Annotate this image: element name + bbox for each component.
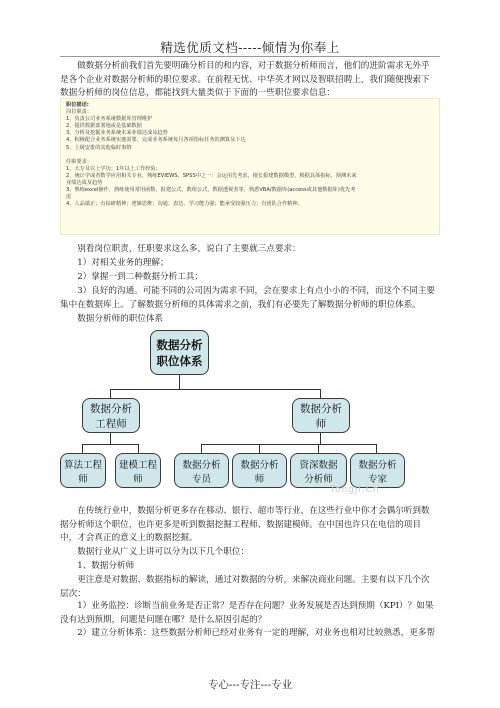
org-node-analyst-specialist: 数据分析 专员 [174,453,229,488]
org-node-root: 数据分析 职位体系 [150,330,209,375]
org-node-algorithm-engineer: 算法工程 师 [60,453,106,488]
job-req-item: 2、统计学或者数学应用相关专业，熟练EVIEWS、SPSS中之一：会运用先考虑，擅长报建数据模型、根据具体指标，预测未来 [66,172,357,179]
header-divider [60,56,440,57]
org-chart [60,330,440,500]
connector-line [318,444,319,453]
point-item: 3）良好的沟通。可能不同的公司因为需求不同，会在要求上有点小小的不同，而这个不同主要集中在数据库上。了解数据分析师的具体需求之前，我们有必要先了解数据分析师的职位体系。 [60,286,436,310]
chart-caption: 数据分析师的职位体系 [77,314,164,324]
connector-line [110,389,320,390]
connector-line [320,389,321,398]
org-node-analyst-mid: 数据分析 师 [232,453,287,488]
connector-line [110,433,111,444]
connector-line [82,444,138,445]
job-duty-item: 2、提供数据部署地或是基础数据 [66,123,142,130]
connector-line [201,444,202,453]
body-paragraph: 数据行业从广义上讲可以分为以下几个职位： [77,547,250,557]
page-footer: 专心---专注---专业 [207,679,293,691]
connector-line [82,444,83,453]
body-paragraph: 1）业务监控：诊断当前业务是否正常？是否存在问题？业务发展是否达到预期（KPI）？如果没有达到预期，问题是问题在哪？是什么原因引起的？ [60,601,434,625]
job-req-item: 业绩达成及趋势 [66,179,103,186]
section-heading: 1、数据分析师 [77,561,135,571]
page-header-title: 精选优质文档-----倾情为你奉上 [160,40,340,55]
org-node-senior-analyst: 资深数据 分析师 [290,453,347,488]
body-paragraph: 2）建立分析体系：这些数据分析师已经对业务有一定的理解，对业务也相对比较熟悉，更多帮 [77,628,436,638]
connector-line [110,389,111,398]
point-item: 1）对相关业务的理解； [77,258,169,268]
connector-line [259,444,260,453]
intro-paragraph: 做数据分析前我们首先要明确分析目的和内容，对于数据分析师而言，他们的进阶需求无外乎是各个企业对数据分析师的职位要求。在前程无忧、中华英才网以及智联招聘上，我们随便搜索下数据分析师的岗位信息，都能找到大量类似于下面的一些职位要求信息： [60,61,430,98]
org-node-analyst: 数据分析 师 [292,398,350,433]
job-req-title: 任职要求： [66,158,92,165]
org-node-modeling-engineer: 建模工程 师 [115,453,161,488]
job-duty-item: 5、上级安排的其他临时事情 [66,144,132,151]
job-duty-item: 1、负责公司业务系统数据库管理维护 [66,116,153,123]
job-duty-item: 4、积极配合业务系统实施需要，完成业务系统每月各项指标任务的测算及下达 [66,137,246,144]
job-req-item: 1、大专及以上学历；1年以上工作经验； [66,165,161,172]
connector-line [179,375,180,389]
point-item: 2）掌握一到二种数据分析工具； [77,272,203,282]
job-req-item: 3、熟练excel操作，熟练使用常用函数，报建公式，数组公式，数据透视表等，熟悉VBA/数据库(access或其他数据库)优先考 [66,187,356,194]
connector-line [138,444,139,453]
org-node-analyst-expert: 数据分析 专家 [350,453,405,488]
connector-line [320,433,321,444]
job-duty-item: 3、分析及挖掘业务系统未来业绩达成及趋势 [66,130,168,137]
org-node-engineer: 数据分析 工程师 [82,398,140,433]
job-desc-title: 职位描述: [66,102,89,108]
summary-paragraph: 别看岗位职责，任职要求这么多，说白了主要就三点要求： [77,244,301,254]
body-paragraph: 在传统行业中，数据分析更多存在移动、银行、超市等行业，在这些行业中你才会偶尔听到数据分析师这个职位，也许更多是听到数据挖掘工程师、数据建模师。在中国也许只在电信的项目中，才会真正的意义上的数据挖掘。 [60,506,430,543]
watermark-text: Tongji.Cn [330,485,380,495]
job-duty-title: 岗位职责： [66,109,92,116]
job-req-item: 虑 [66,194,72,201]
job-req-item: 4、人品端正；有钻研精神；逻辑思维；沟通、表达、学习能力强；能承受较强压力；有团队合作精神。 [66,201,303,208]
body-paragraph: 更注意是对数据、数据指标的解读，通过对数据的分析，来解决商业问题。主要有以下几个次层次： [60,575,430,599]
connector-line [201,444,376,445]
job-posting-box [60,98,440,235]
connector-line [376,444,377,453]
